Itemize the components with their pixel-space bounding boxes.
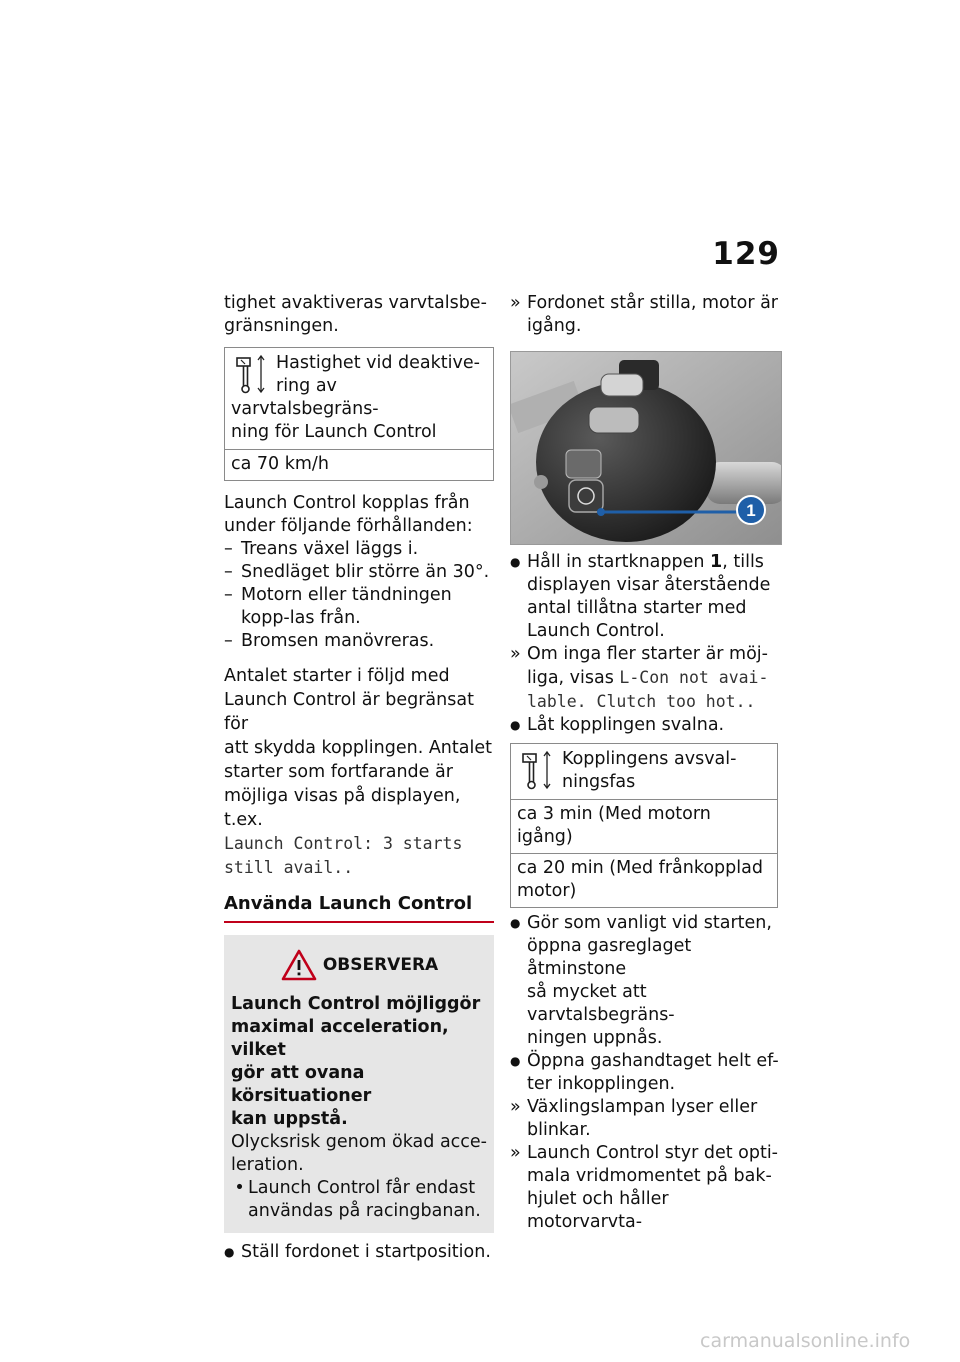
right-column <box>510 292 782 1234</box>
section-heading: Använda Launch Control <box>224 892 494 923</box>
condition-item: – Snedläget blir större än 30°. <box>224 562 490 582</box>
warning-header <box>231 949 488 981</box>
warning-bold-text: Launch Control möjliggör maximal acceleration, vilket gör att ovana körsituationer kan uppstå. <box>231 994 481 1129</box>
speed-table-value: ca 70 km/h <box>225 449 493 480</box>
warning-box <box>224 935 494 1233</box>
display-message: still avail.. <box>224 858 354 877</box>
handlebar-switch-photo <box>510 351 782 545</box>
condition-item: – Bromsen manövreras. <box>224 631 435 651</box>
warning-triangle-icon <box>281 949 317 981</box>
step-item: ● Öppna gashandtaget helt ef- ter inkopplingen. <box>510 1051 779 1094</box>
step-item: ● Låt kopplingen svalna. <box>510 715 725 735</box>
cooling-row: ca 3 min (Med motorn igång) <box>511 799 777 853</box>
step-item: ● Ställ fordonet i startposition. <box>224 1242 491 1262</box>
condition-item: – Motorn eller tändningen kopp-las från. <box>224 585 452 628</box>
intro-text: tighet avaktiveras varvtalsbe- gränsningen. <box>224 293 487 336</box>
figure-callout-label: 1 <box>746 501 756 520</box>
display-message: L-Con not avai- <box>619 668 769 687</box>
cooling-table-header: Kopplingens avsval- ningsfas <box>511 744 777 799</box>
starts-paragraph: Antalet starter i följd med Launch Control är begränsat för att skydda kopplingen. Antalet starter som fortfarande är möjliga visas på displayen, t.ex. Launch Control: 3 starts still avail.. <box>224 666 492 877</box>
step-item: ● Gör som vanligt vid starten, öppna gasreglaget åtminstone så mycket att varvtalsbegräns- ningen uppnås. <box>510 913 772 1048</box>
gauge-spec-icon <box>517 748 557 792</box>
warning-title: OBSERVERA <box>322 954 439 975</box>
left-column <box>224 292 494 1264</box>
speed-table-header: Hastighet vid deaktive- ring av varvtalsbegräns- ning för Launch Control <box>231 353 480 442</box>
warning-bullet: • Launch Control får endast användas på racingbanan. <box>234 1178 481 1221</box>
result-item: » Växlingslampan lyser eller blinkar. <box>510 1097 758 1140</box>
cooling-table <box>510 743 778 908</box>
result-item: » Fordonet står stilla, motor är igång. <box>510 293 779 336</box>
watermark: carmanualsonline.info <box>700 1330 911 1352</box>
gauge-spec-icon <box>231 352 271 396</box>
disengage-intro: Launch Control kopplas från under följande förhållanden: <box>224 493 473 536</box>
result-item: » Launch Control styr det opti- mala vridmomentet på bak- hjulet och håller motorvarvta- <box>510 1143 778 1232</box>
condition-item: – Treans växel läggs i. <box>224 539 419 559</box>
result-item: » Om inga fler starter är möj- liga, visas L-Con not avai- lable. Clutch too hot.. <box>510 644 769 711</box>
display-message: lable. Clutch too hot.. <box>527 692 756 711</box>
page-number: 129 <box>712 236 780 272</box>
speed-table <box>224 347 494 481</box>
display-message: Launch Control: 3 starts <box>224 834 463 853</box>
warning-text: Olycksrisk genom ökad acce- leration. <box>231 1132 487 1175</box>
cooling-row: ca 20 min (Med frånkopplad motor) <box>511 853 777 907</box>
step-item: ● Håll in startknappen 1, tills displayen visar återstående antal tillåtna starter med Launch Control. <box>510 552 771 641</box>
